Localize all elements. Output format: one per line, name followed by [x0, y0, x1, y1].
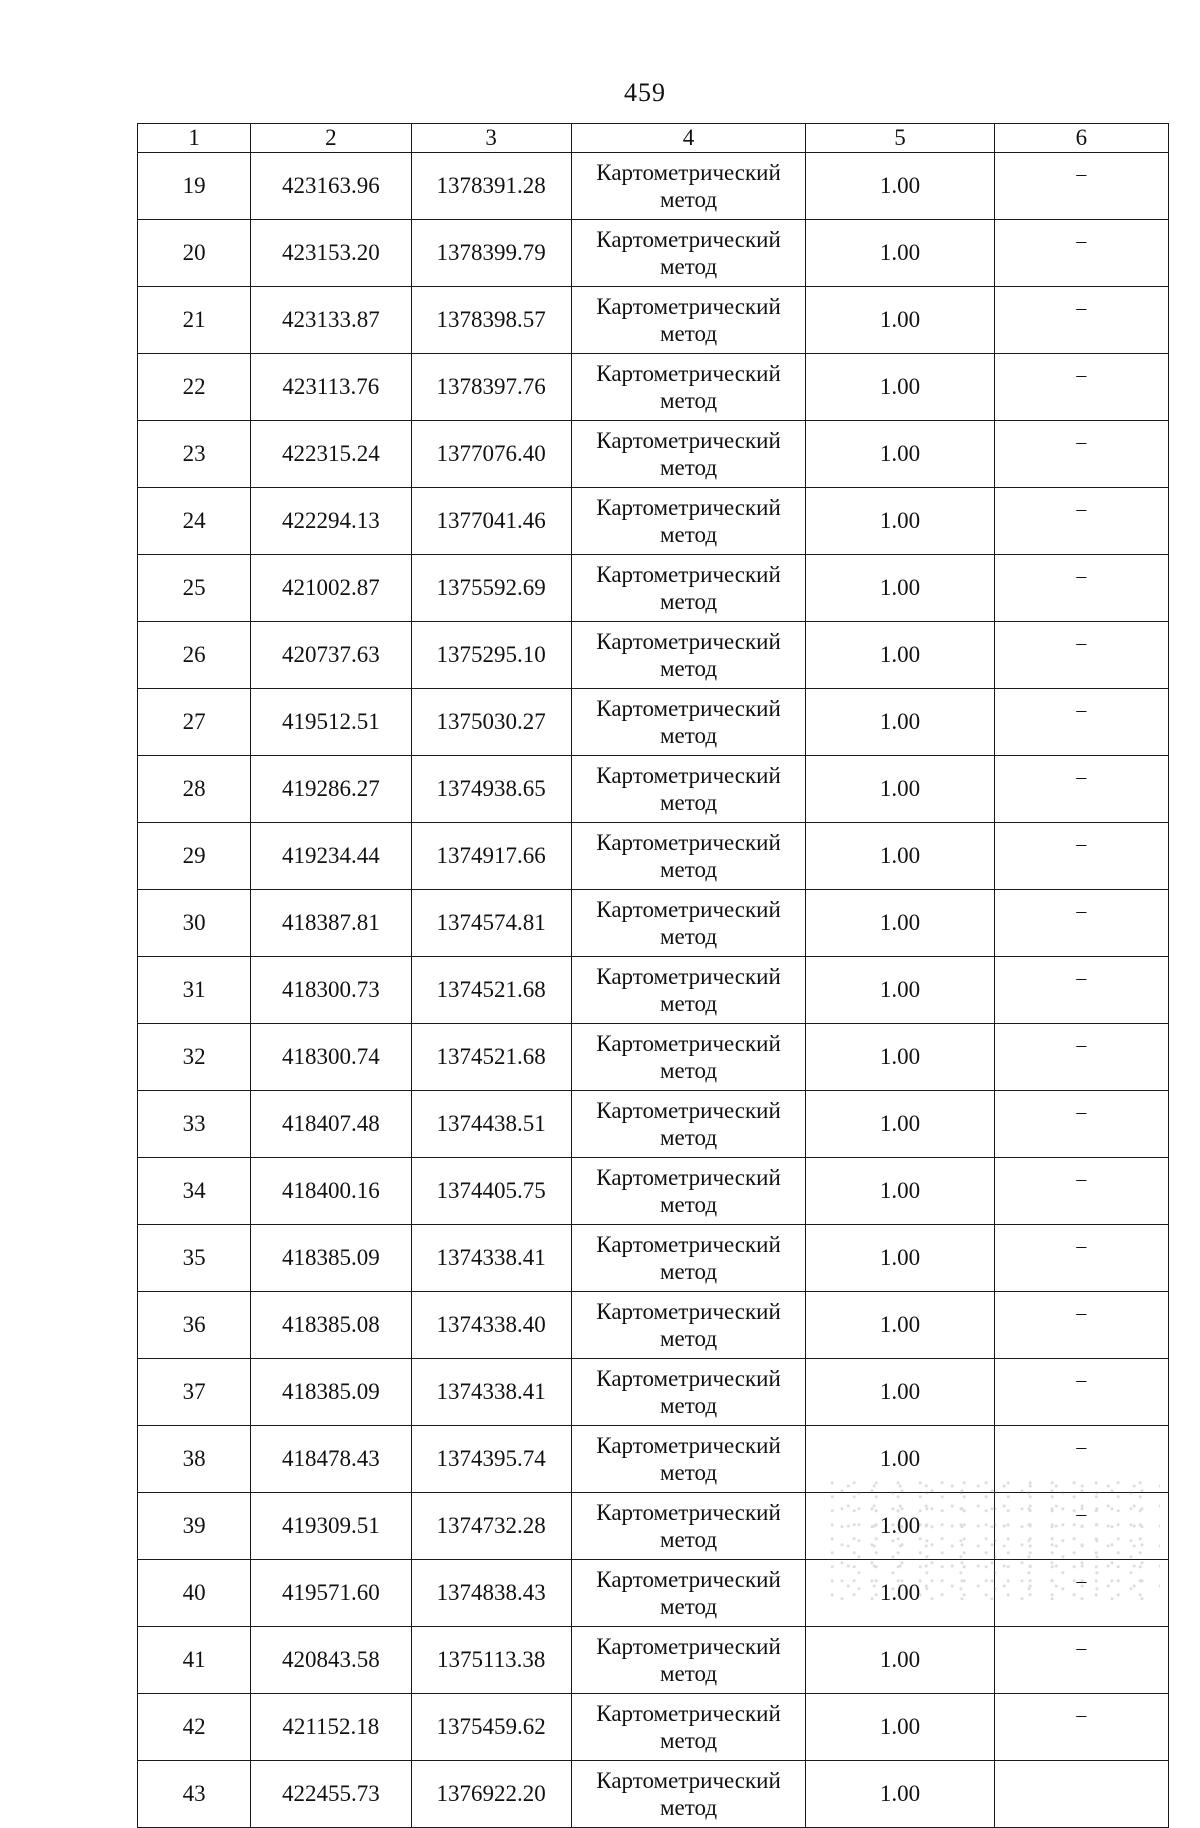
note-cell: –: [994, 1560, 1168, 1627]
method-line-2: метод: [660, 1125, 718, 1150]
coord-y-cell: 1374917.66: [411, 823, 571, 890]
point-number-cell: 41: [138, 1627, 251, 1694]
point-number-cell: 31: [138, 957, 251, 1024]
method-cell: [571, 287, 805, 354]
note-cell: –: [994, 1493, 1168, 1560]
coord-x-cell: 423163.96: [251, 153, 411, 220]
method-cell: [571, 488, 805, 555]
accuracy-cell: 1.00: [806, 823, 994, 890]
method-cell: [571, 555, 805, 622]
point-number-cell: 30: [138, 890, 251, 957]
method-line-1: Картометрический: [596, 1433, 781, 1458]
note-cell: –: [994, 622, 1168, 689]
note-cell: –: [994, 756, 1168, 823]
method-line-1: Картометрический: [596, 964, 781, 989]
note-cell: –: [994, 1024, 1168, 1091]
note-cell: –: [994, 823, 1168, 890]
coord-y-cell: 1374838.43: [411, 1560, 571, 1627]
point-number-cell: 19: [138, 153, 251, 220]
method-line-2: метод: [660, 790, 718, 815]
method-line-2: метод: [660, 321, 718, 346]
scan-noise: [830, 1480, 1160, 1600]
method-line-1: Картометрический: [596, 1232, 781, 1257]
accuracy-cell: 1.00: [806, 354, 994, 421]
method-line-2: метод: [660, 857, 718, 882]
accuracy-cell: 1.00: [806, 555, 994, 622]
coord-x-cell: 419234.44: [251, 823, 411, 890]
method-line-1: Картометрический: [596, 897, 781, 922]
note-cell: –: [994, 354, 1168, 421]
header-col-5: 5: [806, 124, 994, 153]
coord-y-cell: 1377041.46: [411, 488, 571, 555]
point-number-cell: 37: [138, 1359, 251, 1426]
point-number-cell: 21: [138, 287, 251, 354]
coord-y-cell: 1374574.81: [411, 890, 571, 957]
coord-x-cell: 423113.76: [251, 354, 411, 421]
method-line-1: Картометрический: [596, 1366, 781, 1391]
method-line-2: метод: [660, 1661, 718, 1686]
table-row: [138, 1292, 1169, 1359]
point-number-cell: 20: [138, 220, 251, 287]
point-number-cell: 28: [138, 756, 251, 823]
note-cell: –: [994, 890, 1168, 957]
coord-x-cell: 418407.48: [251, 1091, 411, 1158]
table-row: [138, 354, 1169, 421]
coord-x-cell: 423133.87: [251, 287, 411, 354]
point-number-cell: 36: [138, 1292, 251, 1359]
coord-x-cell: 419286.27: [251, 756, 411, 823]
coord-x-cell: 421152.18: [251, 1694, 411, 1761]
point-number-cell: 27: [138, 689, 251, 756]
method-cell: [571, 622, 805, 689]
method-line-2: метод: [660, 1460, 718, 1485]
method-line-1: Картометрический: [596, 763, 781, 788]
method-line-1: Картометрический: [596, 294, 781, 319]
table-row: [138, 1627, 1169, 1694]
method-cell: [571, 756, 805, 823]
note-cell: –: [994, 957, 1168, 1024]
coord-y-cell: 1376922.20: [411, 1761, 571, 1828]
coord-y-cell: 1375030.27: [411, 689, 571, 756]
method-line-2: метод: [660, 589, 718, 614]
method-cell: [571, 823, 805, 890]
accuracy-cell: 1.00: [806, 1091, 994, 1158]
coord-y-cell: 1378399.79: [411, 220, 571, 287]
header-row: [138, 124, 1169, 153]
method-line-1: Картометрический: [596, 1768, 781, 1793]
method-line-1: Картометрический: [596, 562, 781, 587]
accuracy-cell: 1.00: [806, 1493, 994, 1560]
coord-x-cell: 418400.16: [251, 1158, 411, 1225]
coord-y-cell: 1374521.68: [411, 1024, 571, 1091]
accuracy-cell: 1.00: [806, 1627, 994, 1694]
method-cell: [571, 689, 805, 756]
note-cell: –: [994, 689, 1168, 756]
note-cell: –: [994, 421, 1168, 488]
method-cell: [571, 153, 805, 220]
coord-x-cell: 419309.51: [251, 1493, 411, 1560]
method-cell: [571, 1091, 805, 1158]
method-line-2: метод: [660, 1527, 718, 1552]
coord-y-cell: 1374338.41: [411, 1359, 571, 1426]
table-row: [138, 1091, 1169, 1158]
point-number-cell: 34: [138, 1158, 251, 1225]
accuracy-cell: 1.00: [806, 287, 994, 354]
coord-x-cell: 418300.73: [251, 957, 411, 1024]
method-line-2: метод: [660, 1728, 718, 1753]
note-cell: –: [994, 555, 1168, 622]
method-line-2: метод: [660, 254, 718, 279]
accuracy-cell: 1.00: [806, 1761, 994, 1828]
coord-y-cell: 1374405.75: [411, 1158, 571, 1225]
point-number-cell: 42: [138, 1694, 251, 1761]
coord-y-cell: 1374395.74: [411, 1426, 571, 1493]
method-line-1: Картометрический: [596, 1031, 781, 1056]
table-row: [138, 1359, 1169, 1426]
accuracy-cell: 1.00: [806, 421, 994, 488]
method-line-1: Картометрический: [596, 1567, 781, 1592]
method-line-2: метод: [660, 1192, 718, 1217]
method-cell: [571, 1560, 805, 1627]
point-number-cell: 43: [138, 1761, 251, 1828]
method-cell: [571, 1292, 805, 1359]
method-line-2: метод: [660, 723, 718, 748]
note-cell: –: [994, 220, 1168, 287]
header-col-6: 6: [994, 124, 1168, 153]
accuracy-cell: 1.00: [806, 1024, 994, 1091]
point-number-cell: 35: [138, 1225, 251, 1292]
method-line-2: метод: [660, 1326, 718, 1351]
table-row: [138, 823, 1169, 890]
method-line-1: Картометрический: [596, 495, 781, 520]
coord-y-cell: 1375295.10: [411, 622, 571, 689]
table-row: [138, 488, 1169, 555]
header-col-1: 1: [138, 124, 251, 153]
note-cell: –: [994, 1359, 1168, 1426]
method-line-1: Картометрический: [596, 1098, 781, 1123]
accuracy-cell: 1.00: [806, 689, 994, 756]
point-number-cell: 38: [138, 1426, 251, 1493]
coord-x-cell: 418300.74: [251, 1024, 411, 1091]
method-cell: [571, 1225, 805, 1292]
coord-y-cell: 1374732.28: [411, 1493, 571, 1560]
coord-x-cell: 422315.24: [251, 421, 411, 488]
coord-y-cell: 1375592.69: [411, 555, 571, 622]
coord-x-cell: 420843.58: [251, 1627, 411, 1694]
method-cell: [571, 1359, 805, 1426]
page-number: 459: [624, 78, 666, 107]
accuracy-cell: 1.00: [806, 488, 994, 555]
method-line-2: метод: [660, 522, 718, 547]
accuracy-cell: 1.00: [806, 1426, 994, 1493]
note-cell: –: [994, 153, 1168, 220]
coord-x-cell: 421002.87: [251, 555, 411, 622]
table-row: [138, 1694, 1169, 1761]
method-line-1: Картометрический: [596, 696, 781, 721]
table-row: [138, 622, 1169, 689]
method-cell: [571, 1426, 805, 1493]
note-cell: –: [994, 1091, 1168, 1158]
table-row: [138, 287, 1169, 354]
point-number-cell: 32: [138, 1024, 251, 1091]
note-cell: –: [994, 1426, 1168, 1493]
table-row: [138, 421, 1169, 488]
accuracy-cell: 1.00: [806, 1158, 994, 1225]
coord-y-cell: 1378398.57: [411, 287, 571, 354]
method-line-2: метод: [660, 991, 718, 1016]
note-cell: –: [994, 1694, 1168, 1761]
accuracy-cell: 1.00: [806, 1694, 994, 1761]
method-cell: [571, 1694, 805, 1761]
table-row: [138, 1225, 1169, 1292]
header-col-2: 2: [251, 124, 411, 153]
method-cell: [571, 220, 805, 287]
coord-x-cell: 418478.43: [251, 1426, 411, 1493]
point-number-cell: 25: [138, 555, 251, 622]
point-number-cell: 29: [138, 823, 251, 890]
point-number-cell: 24: [138, 488, 251, 555]
method-line-2: метод: [660, 1795, 718, 1820]
accuracy-cell: 1.00: [806, 153, 994, 220]
point-number-cell: 26: [138, 622, 251, 689]
method-line-2: метод: [660, 187, 718, 212]
method-cell: [571, 1024, 805, 1091]
accuracy-cell: 1.00: [806, 756, 994, 823]
method-line-1: Картометрический: [596, 361, 781, 386]
table-row: [138, 890, 1169, 957]
method-line-2: метод: [660, 388, 718, 413]
method-line-1: Картометрический: [596, 830, 781, 855]
method-line-2: метод: [660, 1259, 718, 1284]
method-line-1: Картометрический: [596, 227, 781, 252]
method-cell: [571, 957, 805, 1024]
method-cell: [571, 354, 805, 421]
coord-y-cell: 1374938.65: [411, 756, 571, 823]
note-cell: [994, 1761, 1168, 1828]
method-cell: [571, 1761, 805, 1828]
coord-y-cell: 1377076.40: [411, 421, 571, 488]
method-line-1: Картометрический: [596, 160, 781, 185]
coord-y-cell: 1378397.76: [411, 354, 571, 421]
table-row: [138, 957, 1169, 1024]
method-line-1: Картометрический: [596, 428, 781, 453]
coord-x-cell: 420737.63: [251, 622, 411, 689]
accuracy-cell: 1.00: [806, 1359, 994, 1426]
method-line-2: метод: [660, 1058, 718, 1083]
method-line-2: метод: [660, 924, 718, 949]
table-row: [138, 689, 1169, 756]
note-cell: –: [994, 287, 1168, 354]
table-row: [138, 1024, 1169, 1091]
accuracy-cell: 1.00: [806, 890, 994, 957]
coord-y-cell: 1374521.68: [411, 957, 571, 1024]
method-line-1: Картометрический: [596, 1634, 781, 1659]
table-row: [138, 555, 1169, 622]
table-header: [138, 124, 1169, 153]
method-line-2: метод: [660, 455, 718, 480]
point-number-cell: 23: [138, 421, 251, 488]
coord-x-cell: 418387.81: [251, 890, 411, 957]
header-col-3: 3: [411, 124, 571, 153]
method-cell: [571, 1158, 805, 1225]
method-line-2: метод: [660, 1594, 718, 1619]
method-cell: [571, 890, 805, 957]
point-number-cell: 39: [138, 1493, 251, 1560]
coord-x-cell: 418385.09: [251, 1225, 411, 1292]
table-row: [138, 153, 1169, 220]
method-cell: [571, 1493, 805, 1560]
table-row: [138, 756, 1169, 823]
coord-x-cell: 422455.73: [251, 1761, 411, 1828]
method-line-1: Картометрический: [596, 1165, 781, 1190]
coord-x-cell: 423153.20: [251, 220, 411, 287]
note-cell: –: [994, 1627, 1168, 1694]
note-cell: –: [994, 1225, 1168, 1292]
method-line-1: Картометрический: [596, 1500, 781, 1525]
method-line-1: Картометрический: [596, 1701, 781, 1726]
coord-x-cell: 418385.09: [251, 1359, 411, 1426]
point-number-cell: 22: [138, 354, 251, 421]
coord-y-cell: 1378391.28: [411, 153, 571, 220]
accuracy-cell: 1.00: [806, 1292, 994, 1359]
method-line-2: метод: [660, 1393, 718, 1418]
header-col-4: 4: [571, 124, 805, 153]
table-row: [138, 1158, 1169, 1225]
method-cell: [571, 1627, 805, 1694]
accuracy-cell: 1.00: [806, 957, 994, 1024]
accuracy-cell: 1.00: [806, 1560, 994, 1627]
accuracy-cell: 1.00: [806, 1225, 994, 1292]
coord-x-cell: 422294.13: [251, 488, 411, 555]
point-number-cell: 40: [138, 1560, 251, 1627]
table-row: [138, 1761, 1169, 1828]
table-row: [138, 220, 1169, 287]
coord-x-cell: 419571.60: [251, 1560, 411, 1627]
coord-x-cell: 419512.51: [251, 689, 411, 756]
accuracy-cell: 1.00: [806, 622, 994, 689]
accuracy-cell: 1.00: [806, 220, 994, 287]
method-line-2: метод: [660, 656, 718, 681]
point-number-cell: 33: [138, 1091, 251, 1158]
coord-x-cell: 418385.08: [251, 1292, 411, 1359]
note-cell: –: [994, 488, 1168, 555]
method-cell: [571, 421, 805, 488]
coord-y-cell: 1375113.38: [411, 1627, 571, 1694]
coord-y-cell: 1374338.41: [411, 1225, 571, 1292]
coord-y-cell: 1374338.40: [411, 1292, 571, 1359]
coord-y-cell: 1374438.51: [411, 1091, 571, 1158]
note-cell: –: [994, 1158, 1168, 1225]
method-line-1: Картометрический: [596, 1299, 781, 1324]
method-line-1: Картометрический: [596, 629, 781, 654]
note-cell: –: [994, 1292, 1168, 1359]
coord-y-cell: 1375459.62: [411, 1694, 571, 1761]
